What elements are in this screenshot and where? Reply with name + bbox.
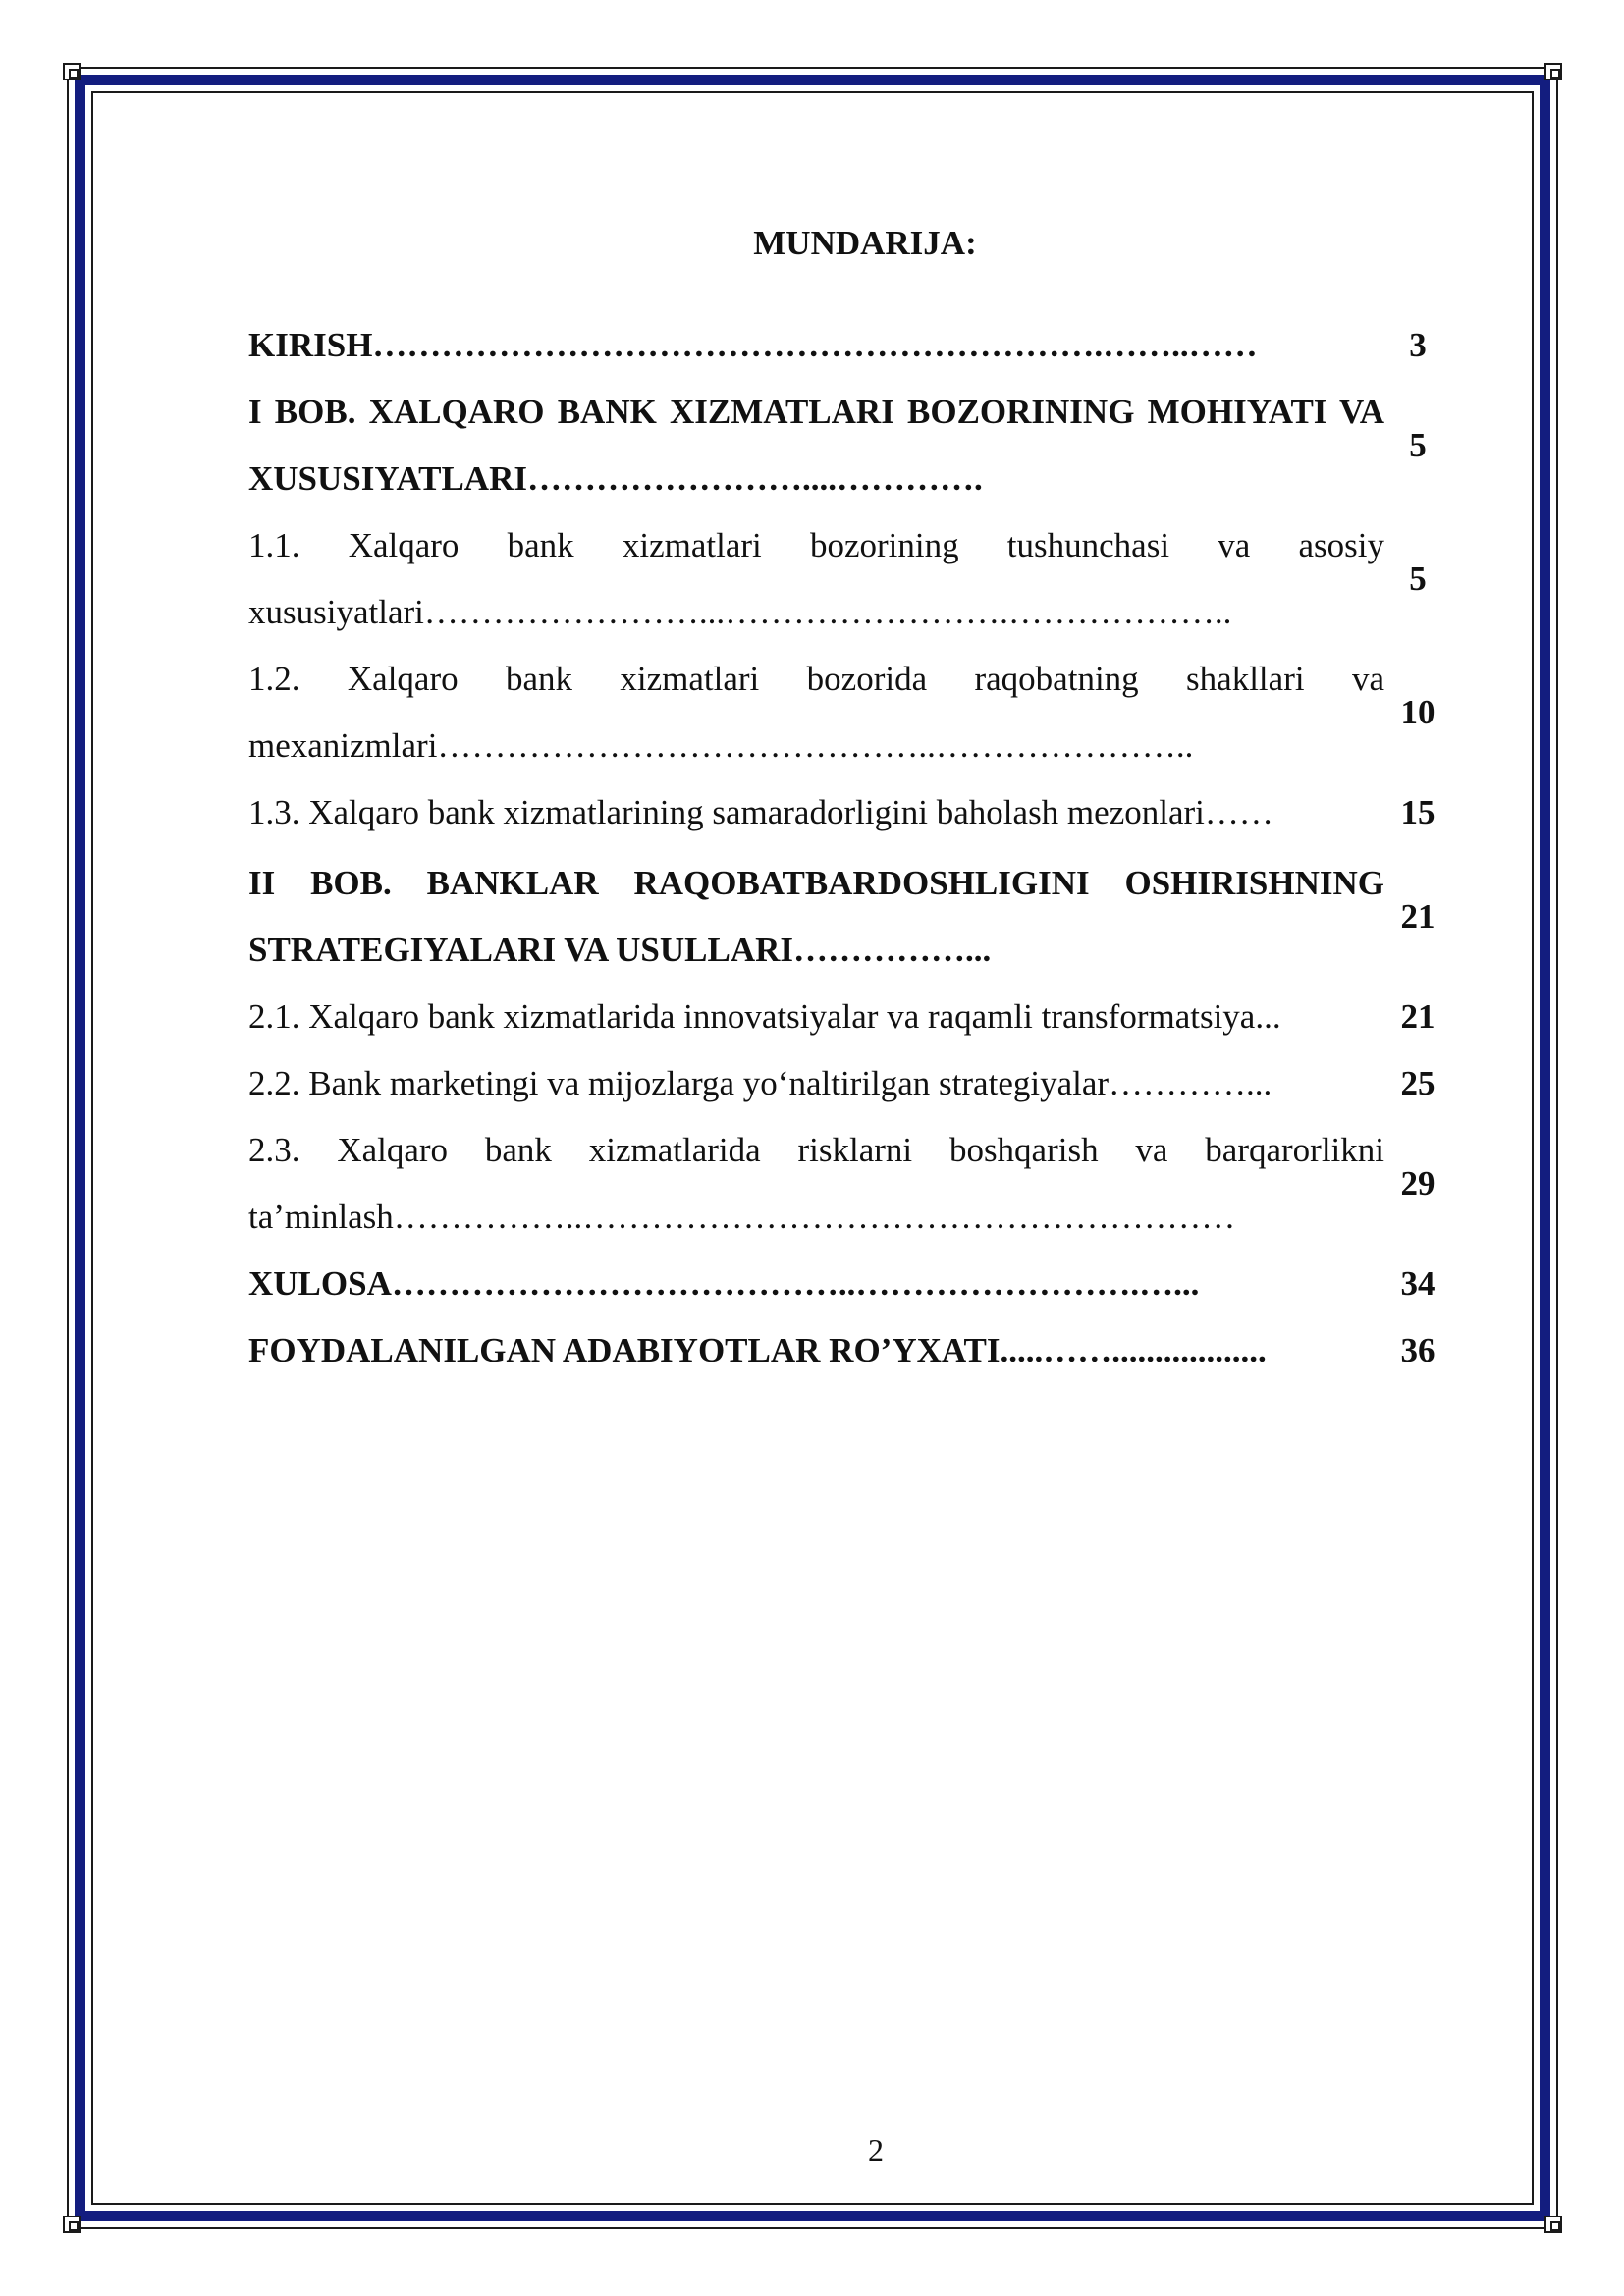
toc-entry-text: 2.2. Bank marketingi va mijozlarga yo‘naltirilgan strategiyalar…………...	[248, 1064, 1272, 1102]
toc-entry-chapter-2[interactable]	[248, 850, 1451, 984]
toc-entry-text: I BOB. XALQARO BANK XIZMATLARI BOZORINING MOHIYATI VA XUSUSIYATLARI……………………....………….	[248, 393, 1384, 498]
toc-page-number: 5	[1409, 560, 1427, 598]
toc-entry-text: II BOB. BANKLAR RAQOBATBARDOSHLIGINI OSHIRISHNING STRATEGIYALARI VA USULLARI……………...	[248, 864, 1384, 969]
toc-page-number: 15	[1400, 793, 1435, 831]
toc-entry-1-1[interactable]	[248, 512, 1451, 646]
toc-page-number: 3	[1409, 326, 1427, 364]
toc-entry-chapter-1[interactable]	[248, 379, 1451, 512]
toc-page-number: 25	[1400, 1064, 1435, 1102]
toc-entry-text: 1.2. Xalqaro bank xizmatlari bozorida raqobatning shakllari va mexanizmlari……………………………………..…………………..	[248, 660, 1384, 765]
toc-page-number: 36	[1400, 1331, 1435, 1369]
border-corner-ornament	[1544, 2216, 1562, 2233]
toc-page-number: 34	[1400, 1264, 1435, 1303]
page-title: MUNDARIJA:	[753, 224, 977, 262]
toc-page-number: 29	[1400, 1164, 1435, 1202]
toc-entry-references[interactable]	[248, 1317, 1451, 1384]
toc-entry-text: 2.1. Xalqaro bank xizmatlarida innovatsiyalar va raqamli transformatsiya...	[248, 997, 1281, 1036]
toc-entry-text: XULOSA…………………………………..…………………….…...	[248, 1264, 1200, 1303]
page-number: 2	[868, 2132, 884, 2167]
toc-page-number: 21	[1400, 997, 1435, 1036]
toc-page-number: 10	[1400, 693, 1435, 731]
toc-page-number: 5	[1409, 426, 1427, 464]
toc-entry-text: 1.1. Xalqaro bank xizmatlari bozorining tushunchasi va asosiy xususiyatlari……………………...…………………….………………..	[248, 526, 1384, 631]
toc-entry-text: KIRISH……………………………………………………….……..……	[248, 326, 1258, 364]
table-of-contents	[248, 312, 1451, 1384]
toc-entry-text: 2.3. Xalqaro bank xizmatlarida risklarni boshqarish va barqarorlikni ta’minlash……………..…………………………………………………	[248, 1131, 1384, 1236]
toc-entry-2-2[interactable]	[248, 1050, 1451, 1117]
toc-entry-text: FOYDALANILGAN ADABIYOTLAR RO’YXATI.....……..................	[248, 1331, 1267, 1369]
toc-entry-1-2[interactable]	[248, 646, 1451, 779]
toc-entry-2-1[interactable]	[248, 984, 1451, 1050]
border-corner-ornament	[1544, 63, 1562, 80]
toc-entry-kirish[interactable]	[248, 312, 1451, 379]
toc-entry-2-3[interactable]	[248, 1117, 1451, 1251]
border-corner-ornament	[63, 2216, 81, 2233]
toc-entry-text: 1.3. Xalqaro bank xizmatlarining samaradorligini baholash mezonlari……	[248, 793, 1273, 831]
border-corner-ornament	[63, 63, 81, 80]
toc-page-number: 21	[1400, 897, 1435, 935]
toc-entry-xulosa[interactable]	[248, 1251, 1451, 1317]
toc-entry-1-3[interactable]	[248, 779, 1451, 846]
